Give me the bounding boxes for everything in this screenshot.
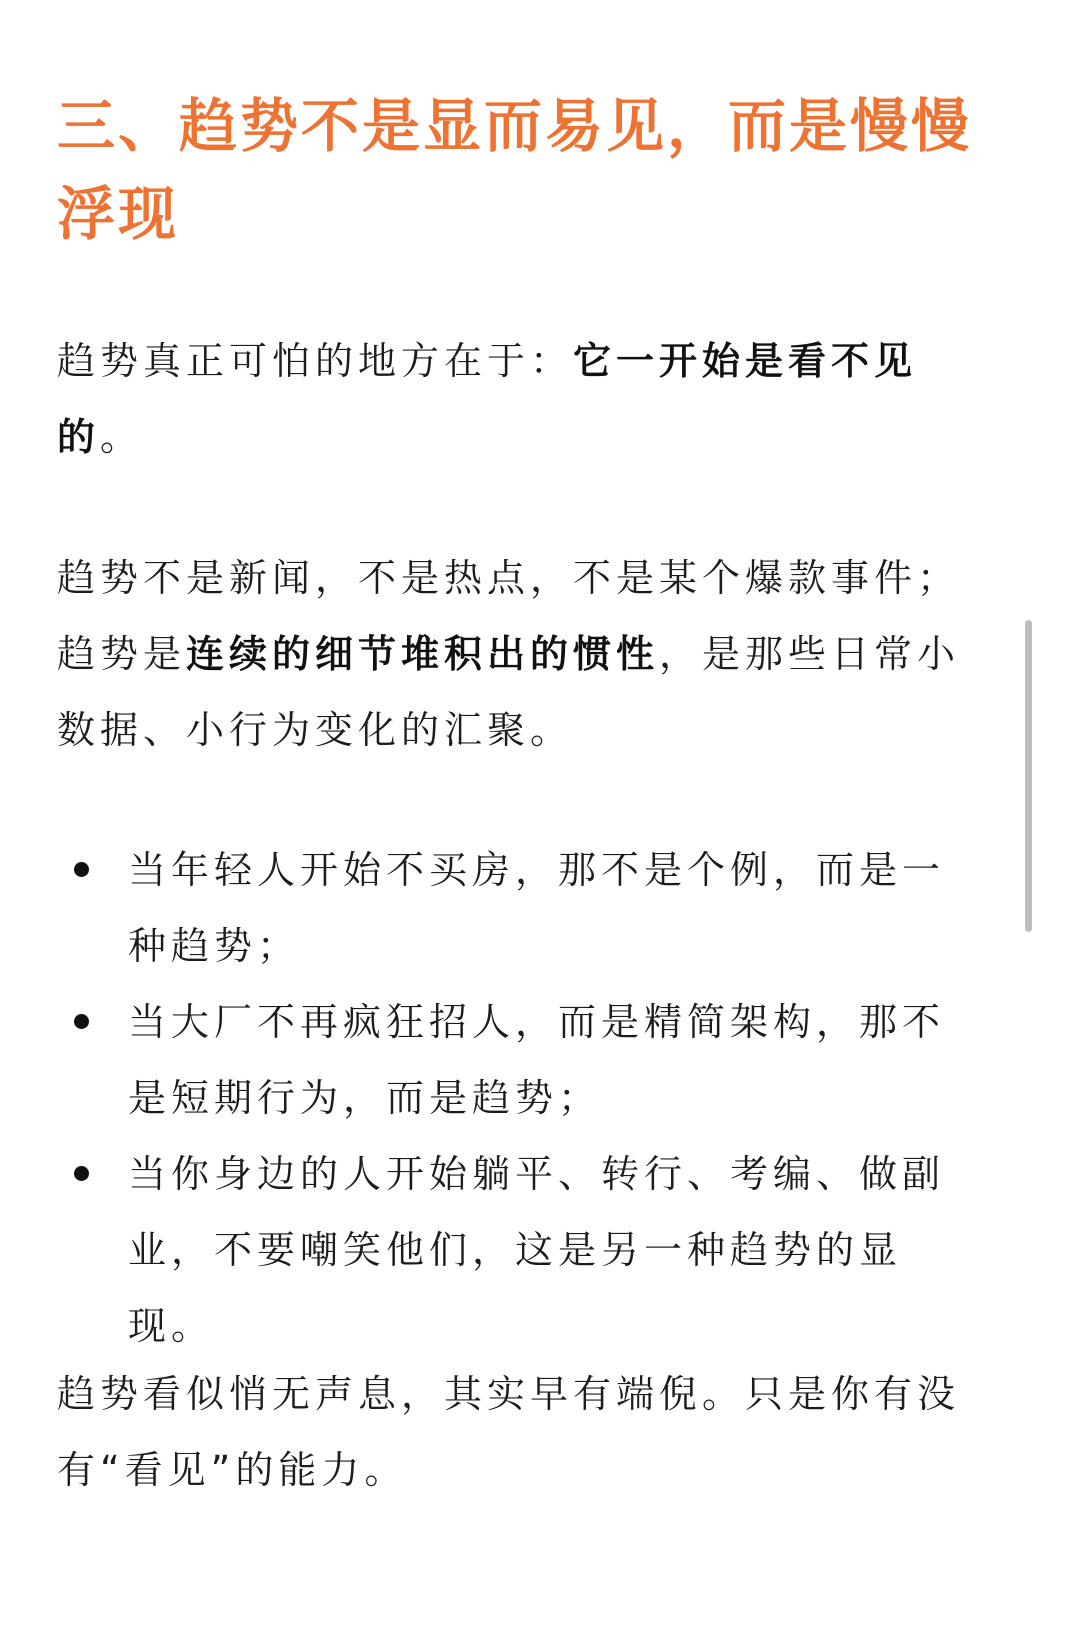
- paragraph-definition: [57, 540, 987, 768]
- paragraph-intro-emphasis: 它一开始是看不见的: [57, 339, 918, 459]
- paragraph-definition-text: 趋势不是新闻，不是热点，不是某个爆款事件；趋势是: [57, 556, 961, 676]
- bullet-list: [57, 832, 987, 1364]
- paragraph-conclusion: 趋势看似悄无声息，其实早有端倪。只是你有没有“看见”的能力。: [57, 1372, 961, 1492]
- section-heading: 三、趋势不是显而易见，而是慢慢浮现: [57, 92, 973, 248]
- paragraph-intro: [57, 323, 987, 475]
- list-item: 当年轻人开始不买房，那不是个例，而是一种趋势；: [57, 832, 987, 984]
- list-item: 当你身边的人开始躺平、转行、考编、做副业，不要嘲笑他们，这是另一种趋势的显现。: [57, 1136, 987, 1364]
- paragraph-definition-end: ，是那些日常小数据、小行为变化的汇聚。: [57, 632, 961, 752]
- paragraph-definition-emphasis: 连续的细节堆积出的惯性: [186, 632, 660, 676]
- list-item: 当大厂不再疯狂招人，而是精简架构，那不是短期行为，而是趋势；: [57, 984, 987, 1136]
- scrollbar-thumb[interactable]: [1025, 620, 1032, 932]
- paragraph-intro-end: 。: [100, 415, 144, 459]
- paragraph-intro-text: 趋势真正可怕的地方在于：: [57, 339, 574, 383]
